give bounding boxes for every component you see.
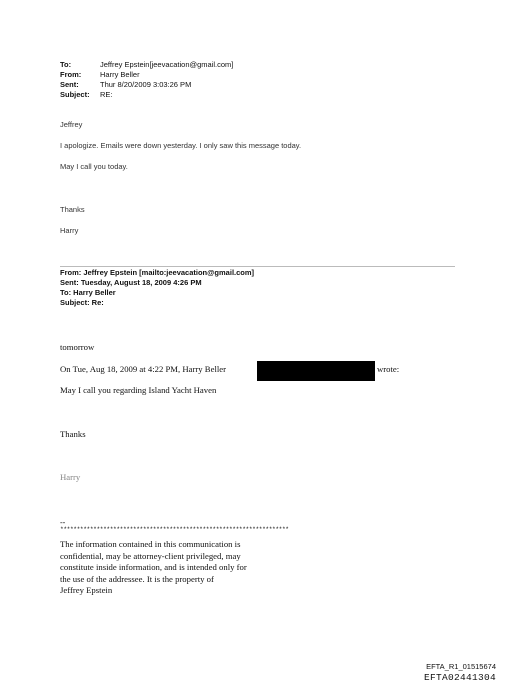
to-label: To: — [60, 60, 72, 69]
wrote-text: wrote: — [377, 364, 400, 374]
quoted-to: To: Harry Beller — [60, 288, 116, 297]
signature-dash: -- — [60, 518, 66, 527]
document-id-1: EFTA_R1_01515674 — [426, 662, 496, 671]
body-line: Harry — [60, 226, 79, 235]
disclaimer-line: The information contained in this communication is — [60, 539, 241, 549]
disclaimer-line: the use of the addressee. It is the property of — [60, 573, 214, 584]
quoted-body-line: Harry — [60, 472, 81, 482]
document-id-2: EFTA02441304 — [423, 672, 496, 683]
disclaimer-line: confidential, may be attorney-client privileged, may — [60, 550, 241, 561]
body-line: May I call you today. — [60, 162, 128, 171]
body-line: Jeffrey — [60, 120, 83, 129]
subject-row — [60, 90, 233, 100]
disclaimer-text — [60, 539, 247, 597]
subject-label: Subject: — [60, 90, 90, 99]
quoted-subject: Subject: Re: — [60, 298, 104, 307]
from-row — [60, 70, 233, 80]
to-row — [60, 60, 233, 70]
redaction-box — [257, 361, 375, 381]
quoted-body-line: tomorrow — [60, 342, 95, 352]
quoted-body-line: Thanks — [60, 429, 86, 439]
disclaimer-line: constitute inside information, and is intended only for — [60, 562, 247, 572]
from-label: From: — [60, 70, 82, 79]
quoted-from: From: Jeffrey Epstein [mailto:jeevacation@gmail.com] — [60, 268, 255, 277]
email-header — [60, 60, 233, 100]
sent-value: Thur 8/20/2009 3:03:26 PM — [100, 80, 192, 89]
quoted-header — [60, 268, 254, 308]
quoted-sent: Sent: Tuesday, August 18, 2009 4:26 PM — [60, 278, 202, 287]
disclaimer-line: Jeffrey Epstein — [60, 585, 113, 595]
quoted-body-line: May I call you regarding Island Yacht Haven — [60, 385, 217, 395]
body-line: Thanks — [60, 205, 85, 214]
asterisk-line: ********************************************************************* — [60, 526, 289, 533]
from-value: Harry Beller — [100, 70, 140, 79]
body-line: I apologize. Emails were down yesterday. I only saw this message today. — [60, 141, 302, 150]
to-value: Jeffrey Epstein[jeevacation@gmail.com] — [100, 60, 234, 69]
sent-row — [60, 80, 233, 90]
sent-label: Sent: — [60, 80, 79, 89]
quoted-body-line: On Tue, Aug 18, 2009 at 4:22 PM, Harry Beller — [60, 364, 227, 374]
subject-value: RE: — [100, 90, 113, 99]
divider — [60, 266, 455, 267]
